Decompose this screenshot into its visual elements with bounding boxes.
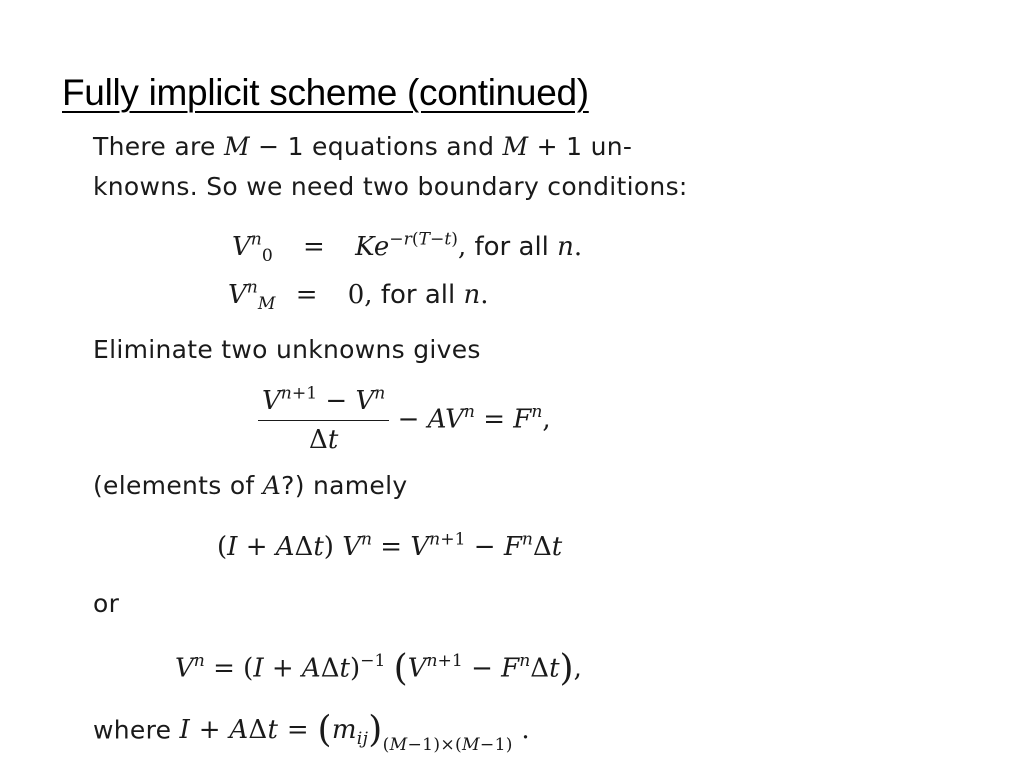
paragraph-line-2: knowns. So we need two boundary conditions: — [93, 172, 688, 201]
eliminate-text: Eliminate two unknowns gives — [93, 335, 481, 364]
or-text: or — [93, 589, 120, 618]
boundary-condition-1: $V^n_0 = Ke^{-r(T-t)}$, for all n. — [232, 229, 583, 266]
implicit-equation: (I + AΔt) $V^n = V^{n+1} - F^n\Delta t$ — [217, 529, 563, 562]
solution-equation: $V^n = (I + A\Delta t)^{-1}$ $(V^{n+1} - F^n\Delta t)$, — [175, 648, 582, 689]
elements-text: (elements of A?) namely — [93, 471, 408, 500]
slide-title: Fully implicit scheme (continued) — [62, 72, 589, 113]
difference-equation: $\frac{V^{n+1} - V^n}{\Delta t}$ − $AV^n = F^n$, — [258, 386, 551, 455]
paragraph-line-1: There are M − 1 equations and M + 1 un- — [93, 132, 633, 161]
where-text: where — [93, 715, 172, 745]
where-line: where $I + A\Delta t = (m_{ij})_{(M-1)\times(M-1)}$ . — [93, 710, 530, 756]
boundary-condition-2: $V^n_M = 0$, for all n. — [228, 277, 489, 314]
